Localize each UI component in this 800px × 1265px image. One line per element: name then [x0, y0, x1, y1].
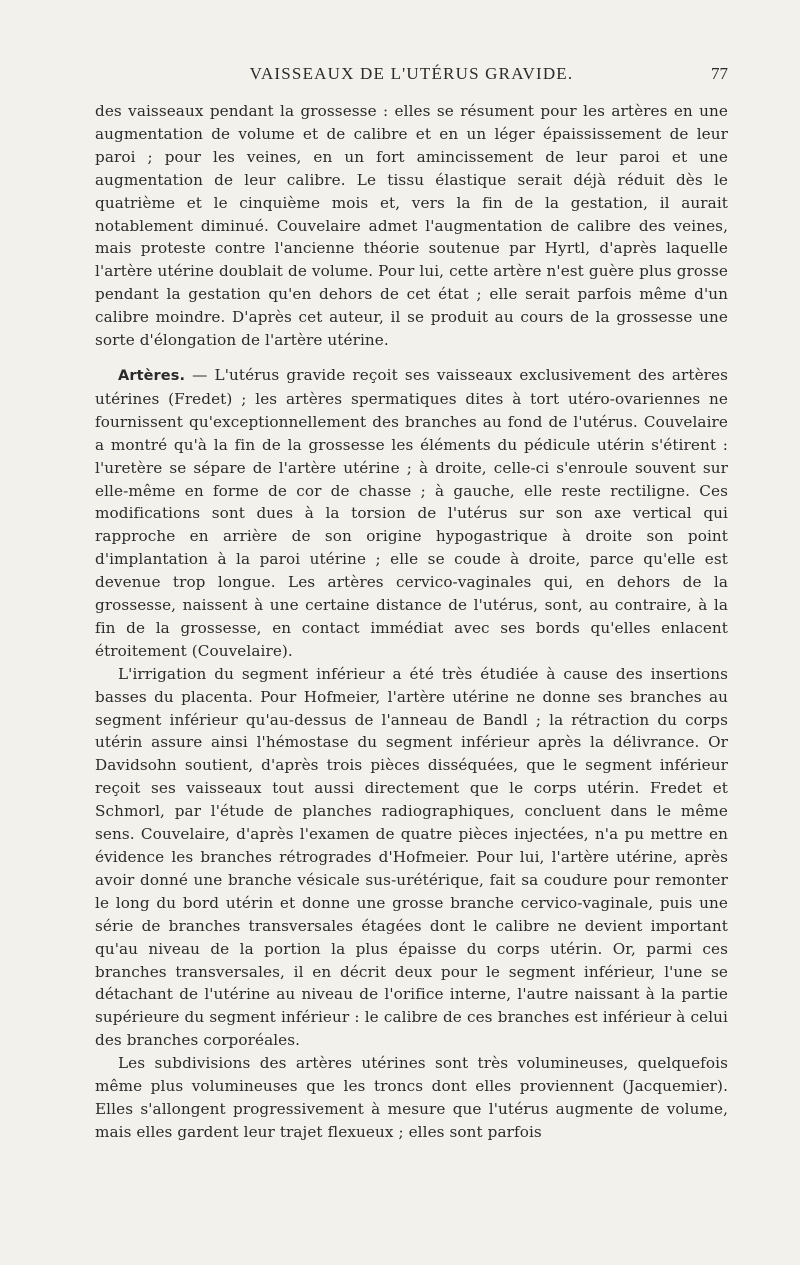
body-text	[95, 100, 728, 1144]
running-head-title: VAISSEAUX DE L'UTÉRUS GRAVIDE.	[249, 64, 574, 83]
page-number: 77	[711, 64, 728, 83]
paragraph-subdivisions: Les subdivisions des artères utérines sont très volumineuses, quelquefois même plus volumineuses que les troncs dont elles proviennent (Jacquemier). Elles s'allongent progressivement à mesure que l'utérus augmente de volume, mais elles gardent leur trajet flexueux ; elles sont parfois	[95, 1054, 728, 1141]
paragraph-arteres	[95, 364, 728, 663]
paragraph-continuation: des vaisseaux pendant la grossesse : elles se résument pour les artères en une augmentation de volume et de calibre et en un léger épaississement de leur paroi ; pour les veines, en un fort amincissement de leur paroi et une augmentation de leur calibre. Le tissu élastique serait déjà réduit dès le quatrième et le cinquième mois et, vers la fin de la gestation, il aurait notablement diminué. Couvelaire admet l'augmentation de calibre des veines, mais proteste contre l'ancienne théorie soutenue par Hyrtl, d'après laquelle l'artère utérine doublait de volume. Pour lui, cette artère n'est guère plus grosse pendant la gestation qu'en dehors de cet état ; elle serait parfois même d'un calibre moindre. D'après cet auteur, il se produit au cours de la grossesse une sorte d'élongation de l'artère utérine.	[95, 102, 728, 350]
paragraph-arteres-text: — L'utérus gravide reçoit ses vaisseaux exclusivement des artères utérines (Fredet) ; les artères spermatiques dites à tort utéro-ovariennes ne fournissent qu'exceptionnellement des branches au fond de l'utérus. Couvelaire a montré qu'à la fin de la grossesse les éléments du pédicule utérin s'étirent : l'uretère se sépare de l'artère utérine ; à droite, celle-ci s'enroule souvent sur elle-même en forme de cor de chasse ; à gauche, elle reste rectiligne. Ces modifications sont dues à la torsion de l'utérus sur son axe vertical qui rapproche en arrière de son origine hypogastrique à droite son point d'implantation à la paroi utérine ; elle se coude à droite, parce qu'elle est devenue trop longue. Les artères cervico-vaginales qui, en dehors de la grossesse, naissent à une certaine distance de l'utérus, sont, au contraire, à la fin de la grossesse, en contact immédiat avec ses bords qu'elles enlacent étroitement (Couvelaire).	[95, 365, 728, 660]
paragraph-segment-inferieur: L'irrigation du segment inférieur a été très étudiée à cause des insertions basses du placenta. Pour Hofmeier, l'artère utérine ne donne ses branches au segment inférieur qu'au-dessus de l'anneau de Bandl ; la rétraction du corps utérin assure ainsi l'hémostase du segment inférieur après la délivrance. Or Davidsohn soutient, d'après trois pièces disséquées, que le segment inférieur reçoit ses vaisseaux tout aussi directement que le corps utérin. Fredet et Schmorl, par l'étude de planches radiographiques, concluent dans le même sens. Couvelaire, d'après l'examen de quatre pièces injectées, n'a pu mettre en évidence les branches rétrogrades d'Hofmeier. Pour lui, l'artère utérine, après avoir donné une branche vésicale sus-urétérique, fait sa coudure pour remonter le long du bord utérin et donne une grosse branche cervico-vaginale, puis une série de branches transversales étagées dont le calibre ne devient important qu'au niveau de la portion la plus épaisse du corps utérin. Or, parmi ces branches transversales, il en décrit deux pour le segment inférieur, l'une se détachant de l'utérine au niveau de l'orifice interne, l'autre naissant à la partie supérieure du segment inférieur : le calibre de ces branches est inférieur à celui des branches corporéales.	[95, 664, 728, 1050]
running-head	[95, 64, 728, 88]
section-rubric: Artères.	[118, 367, 186, 384]
